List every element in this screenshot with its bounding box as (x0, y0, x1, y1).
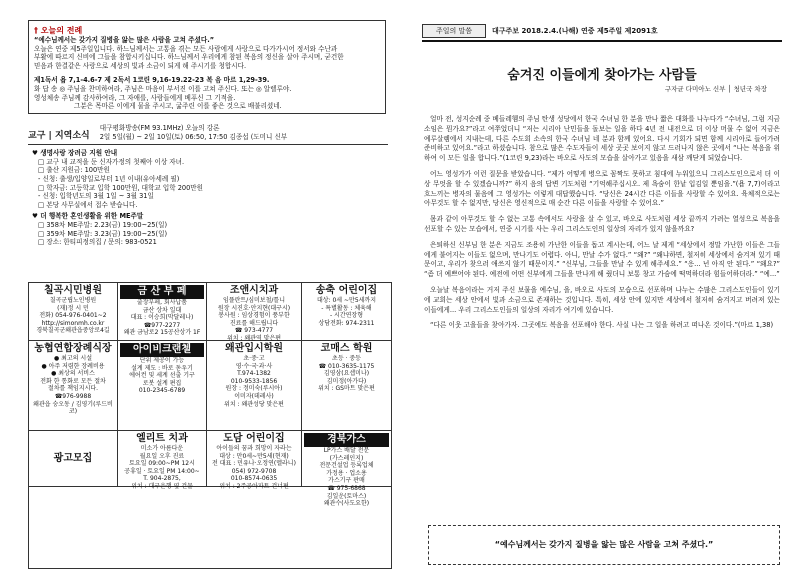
ad-line: T.974-1382 (237, 370, 271, 378)
ad-cell (302, 431, 391, 508)
ad-line: - 특별활동 : 체육해 (321, 304, 372, 312)
ad-line: 로봇 설계 편집 (142, 379, 182, 387)
ad-title: 칠곡시민병원 (44, 285, 102, 296)
ad-line: 위치 : 2주공아파트 건너편 (219, 482, 289, 490)
ad-line: 왜관읍 숭오동 / 김영기(루드비코) (33, 400, 113, 416)
ad-line: 위치 : GS마트 맞은편 (318, 385, 375, 393)
news-item: ♥ 더 행복한 혼인생활을 위한 ME주말 (32, 212, 144, 221)
radio-line: 2일 5일(월) ~ 2일 10일(토) 06:50, 17:50 김종섭 (도미니 신부 (99, 132, 288, 141)
ad-line: ☎ 975-6868 (327, 484, 366, 492)
ad-line: 전문건설업 등록업체 (319, 462, 374, 470)
ad-line: 경북칠곡군왜관읍중앙로4길 (36, 327, 110, 335)
ad-line: 초·중·고 (243, 355, 265, 362)
ad-line: 전 대표 : 민유나·오정연(멜라니) (212, 460, 296, 468)
ad-line: 설계 제도 : 바로 돋우기 (131, 364, 193, 372)
ad-line: 미소가 아름다운 (140, 445, 184, 452)
ad-cell (207, 431, 302, 490)
ad-line: 김일운(토마스) (326, 492, 367, 500)
readings-line: 제1독서 욥 7,1-4.6-7 제 2독서 1코린 9,16-19.22-23 복 음 마르 1,29-39. (34, 76, 270, 85)
ad-title: 조앤시치과 (229, 285, 279, 296)
ad-cell (118, 283, 207, 341)
ad-line: 토요일 09:00~PM 12시 (129, 460, 195, 468)
liturgy-box (28, 20, 386, 114)
ad-line: 아이들의 꿈과 희망이 자라는 (216, 445, 292, 452)
ad-line: 가스기구 판매 (328, 477, 365, 485)
ad-line: - 시간연장형 (329, 312, 364, 320)
article-paragraph: “다른 이웃 고을들을 찾아가자. 그곳에도 복음을 선포해야 한다. 사실 나는 그 일을 하려고 떠나온 것이다.”(마르 1,38) (430, 321, 774, 330)
ad-line: 김미정(아가다) (326, 377, 367, 385)
article-paragraph: 은퇴하신 신부님 한 분은 지금도 조용히 가난한 이들을 돕고 계시는데, 어느 날 제게 “세상에서 정말 가난한 이들은 그들에게 불어지는 이들도 없으며, 만나기도 어렵다. 아니, 만날 수가 없다.” “왜?” “왜냐하면, 철저히 세상에서 숨겨져 있기 때문이고, 우리가 찾으러 애쓰지 않기 때문이지.” “신부님, 그들을 만날 수 있게 해주세요.” “응... 넌 아직 안 된다.” “왜요?” “좀 더 예쁘어야 된다. 예전에 어떤 신부에게 그들을 만나게 해 줬더니 보통 창고 가슴에 떡먹하더라 힘들어하더라.” “예...” (424, 240, 780, 279)
diocese-news (28, 120, 388, 247)
section-title: 교구 | 지역소식 (28, 131, 90, 141)
ad-line: 영·수·국·과·사 (235, 362, 273, 370)
top-rule (422, 40, 782, 42)
news-item: □ 장소: 한티피정의집 / 문의: 983-0521 (38, 238, 157, 247)
ad-line: 054) 972-9708 (231, 467, 277, 475)
news-item: □ 출산 지원금: 100만원 (38, 166, 110, 175)
radio-line: 대구평화방송(FM 93.1MHz) 오늘의 강론 (99, 124, 220, 132)
ad-line: 대상 : 만0세~만5세(현재) (219, 452, 289, 460)
ad-title: 경북가스 (304, 433, 389, 447)
ad-line: 이미자(데레사) (234, 392, 274, 400)
news-item: - 신청: 출생/입양일로부터 1년 이내(유아세례 필) (38, 174, 180, 183)
liturgy-title: † 오늘의 전례 (34, 26, 83, 35)
ad-line: ☎977-2277 (143, 321, 181, 329)
ad-line: 왜관 금남로2 15공산상가 1F (123, 329, 201, 337)
ad-cell (207, 283, 302, 341)
liturgy-line: 부활에 따르지 신비에 그들을 참합시키십니다. 하느님께서 우리에게 참된 복음의 정신을 살아 주시며, 굳건한 (34, 53, 344, 62)
ad-line: 위치 : 왜관성당 맞은편 (224, 400, 284, 408)
ad-title: 코매스 학원 (320, 343, 373, 354)
ad-title: 엘리트 치과 (136, 433, 188, 444)
news-item: □ 359차 ME주말: 3.23(금) 19:00~25(일) (38, 229, 168, 238)
news-item: □ 358차 ME주말: 2.23(금) 19:00~25(일) (38, 220, 168, 229)
ad-line: 원장 : 정미숙(루시아) (225, 385, 283, 393)
ad-line: 상담전화: 974-2311 (318, 319, 375, 327)
ad-title: 송축 어린이집 (315, 285, 378, 296)
article-body (424, 115, 780, 337)
ad-line: ● 아주 저렴한 장례비용 (41, 362, 105, 370)
news-item: □ 본당 사무실에서 접수 받습니다. (38, 200, 138, 209)
ad-title: 광고모집 (53, 452, 93, 464)
ad-line: 칠곡군립노인병원 (49, 297, 97, 304)
ad-cell (207, 341, 302, 431)
ad-line: 010-9533-1856 (230, 377, 278, 385)
ad-line: LP가스 배달 전문 (323, 447, 370, 454)
ad-line: ☎ 010-3635-1175 (318, 362, 375, 370)
ad-line: (가스레인지) (329, 454, 364, 462)
ad-cell (29, 283, 118, 341)
article-paragraph: 몸과 같이 아무것도 할 수 없는 고통 속에서도 사랑을 살 수 있고, 바오로 사도처럼 세상 끝까지 가려는 열성으로 복음을 선포할 수 있는 모습에서, 연중 시기를 사는 우리 그리스도인의 일상의 자리가 있지 않을까요? (424, 215, 780, 233)
news-item: □ 교구 내 교적을 둔 신자가정의 첫째아 이상 자녀. (38, 157, 185, 166)
ad-line: 대표 : 이승희(막달레나) (130, 314, 194, 322)
ad-cell (29, 341, 118, 431)
ad-title: 도담 어린이집 (223, 433, 285, 444)
ad-cell (118, 431, 207, 490)
ad-line: ☎976-9988 (54, 392, 92, 400)
news-item: ♥ 생명사랑 장려금 지원 안내 (32, 149, 118, 158)
ad-line: 위치 : 대구은행 옆 건물 (131, 482, 193, 490)
ad-line: 가정용 · 업소용 (326, 469, 367, 477)
ad-line: 010-2345-6789 (138, 387, 186, 395)
ad-line: 초등 · 중등 (332, 355, 361, 362)
ad-line: T. 904-2875, (143, 475, 181, 483)
ad-line: 왜관수(사도요한) (323, 500, 370, 508)
readings-line: 영성체송 주님께 감사하여라, 그 자애를, 사람들에게 베푸신 그 기적을. (34, 93, 236, 102)
ad-cell (302, 341, 391, 431)
readings-line: 화 답 송 ◎ 주님을 찬미하여라, 주님은 마음이 부서진 이를 고쳐 주신다. 또는 ◎ 알렐루야. (34, 84, 292, 93)
ad-line: ☎ 973-4777 (234, 327, 274, 335)
article-paragraph: 얼마 전, 성지순례 중 베들레헴의 주님 탄생 성당에서 한국 수녀님 한 분을 만나 짧은 대화를 나누다가 “수녀님, 그럼 지금 소임은 뭔가요?”라고 여쭈었더니 “저는 시리아 난민들을 돌보는 일을 하다 4년 전 내전으로 더 이상 머물 수 없어 지금은 예루살렘에서 지내는데, 다른 수도회 소속의 한국 수녀님 네 분과 함께 있어요. 다시 기회가 되면 함께 시리아로 들어가려 준비하고 있어요.”라고 하셨습니다. 참으로 많은 수도자들이 세상 곳곳 보이지 않고 드러나지 않은 곳에서 “나는 복음을 위하여 이 모든 일을 합니다.”(1코린 9,23)라는 바오로 사도의 모습을 살아가고 있음을 새삼 깨닫게 되었습니다. (424, 115, 780, 163)
ads-grid (28, 282, 392, 569)
ad-line: 전화 한 통화로 모든 절차 (40, 377, 106, 385)
liturgy-line: 오늘은 연중 제5주일입니다. 하느님께서는 고통을 겪는 모든 사람에게 사랑으로 다가가시어 정서와 수난과 (34, 44, 338, 53)
ad-line: (재)정 시 민 (57, 304, 89, 312)
issue-dateline: 대구주보 2018.2.4.(나해) 연중 제5주일 제2091호 (492, 27, 658, 35)
ad-line: 원장 시진호·안지현(대구시) (217, 304, 291, 312)
news-item: - 신청: 입학년도의 3월 1일 ~ 3월 31일 (38, 192, 154, 201)
ad-line: 금산 상차 일대 (142, 306, 182, 314)
ad-cell (118, 341, 207, 431)
ad-line: 임플란트/심미보철/틀니 (222, 297, 285, 304)
article-author: 구자균 다미아노 신부 │ 청년국 차장 (664, 85, 767, 93)
ad-line: 에어컨 및 세계 선출 기구 (129, 372, 195, 380)
ad-line: ● 최상의 서비스 (51, 370, 95, 378)
article-paragraph: 오늘날 복음이라는 거저 주신 보물을 예수님, 을, 바오로 사도의 모습으로 선포하며 나누는 수많은 그리스도인들이 있기에 교회는 세상 안에서 빛과 소금으로 존재하는 것입니다. 특히, 세상 안에 있지만 세상에서 철저히 숨겨지고 버려져 있는 이들에게... 우리 그리스도인들의 일상의 자리가 여기에 있습니다. (424, 285, 780, 314)
ad-line: 대상: 0세 ~만5세까지 (316, 297, 377, 304)
ad-line: 공휴일 · 토요일 PM 14:00~ (124, 467, 200, 475)
news-item: □ 학자금: 고등학교 입학 100만원, 대학교 입학 200만원 (38, 183, 204, 192)
ad-line: 봉사원 : 임상경험이 풍부한 (218, 312, 290, 320)
ad-title: 농협연합장례식장 (34, 343, 112, 354)
ad-cell (29, 431, 118, 487)
readings-line: 그분은 목마른 이에게 물을 주시고, 굶주린 이를 좋은 것으로 배불리셨네. (74, 102, 282, 111)
article-paragraph: 어느 영성가가 이런 질문을 받았습니다. “제가 어떻게 병으로 꼼짝도 못하고 침대에 누워있으니 그리스도인으로서 더 이상 무엇을 할 수 있겠습니까?” 하지 음의 답변 기도처럼 “기억해주십시오. 제 욕숨이 한낱 입김일 뿐임을.”(욥 7,7)이라고 흐느끼는 병자의 물음에 그 영성가는 이렇게 대답했습니다. “당신은 24시간 다른 이들을 사랑할 수 있어요. 육체적으로는 아무것도 할 수 없지만, 당신은 영신적으로 매 순간 다른 이들을 사랑할 수 있어요.” (424, 169, 780, 208)
ad-line: ● 최고의 시설 (53, 355, 93, 362)
ad-title: 왜관입시학원 (225, 343, 283, 354)
ad-title: 금 산 부 페 (120, 285, 204, 299)
ad-line: 절차를 책임지시다. (47, 385, 99, 393)
ad-line: 위치 : 왜관역 맞은편 (226, 334, 282, 342)
closing-quote: “예수님께서는 갖가지 질병을 앓는 많은 사람을 고쳐 주셨다.” (428, 525, 780, 565)
ad-line: 진료를 해드립니다 (229, 319, 279, 327)
ad-line: 출장부페, 회사납품 (136, 299, 188, 306)
ad-line: 010-8574-0635 (230, 475, 278, 483)
article-heading: 숨겨진 이들에게 찾아가는 사람들 (507, 68, 697, 83)
ad-title: 아이비크랜첼 (120, 343, 204, 357)
ad-line: 단위 제공이 가능 (139, 357, 185, 364)
liturgy-line: 믿음과 한결같은 사랑으로 세상의 빛과 소금이 되게 해 주시기를 청합시다. (34, 61, 247, 70)
ad-line: http://simonmh.co.kr (41, 319, 105, 327)
ad-line: 월요일 오후 진료 (139, 452, 185, 460)
ad-line: 김영삼(요셉미나) (323, 370, 370, 378)
ad-line: 전화) 054-976-0401~2 (39, 312, 107, 320)
section-tab: 주일의 말씀 (422, 24, 486, 38)
liturgy-quote: “예수님께서는 갖가지 질병을 앓는 많은 사람을 고쳐 주셨다.” (34, 36, 215, 44)
ad-cell (302, 283, 391, 341)
